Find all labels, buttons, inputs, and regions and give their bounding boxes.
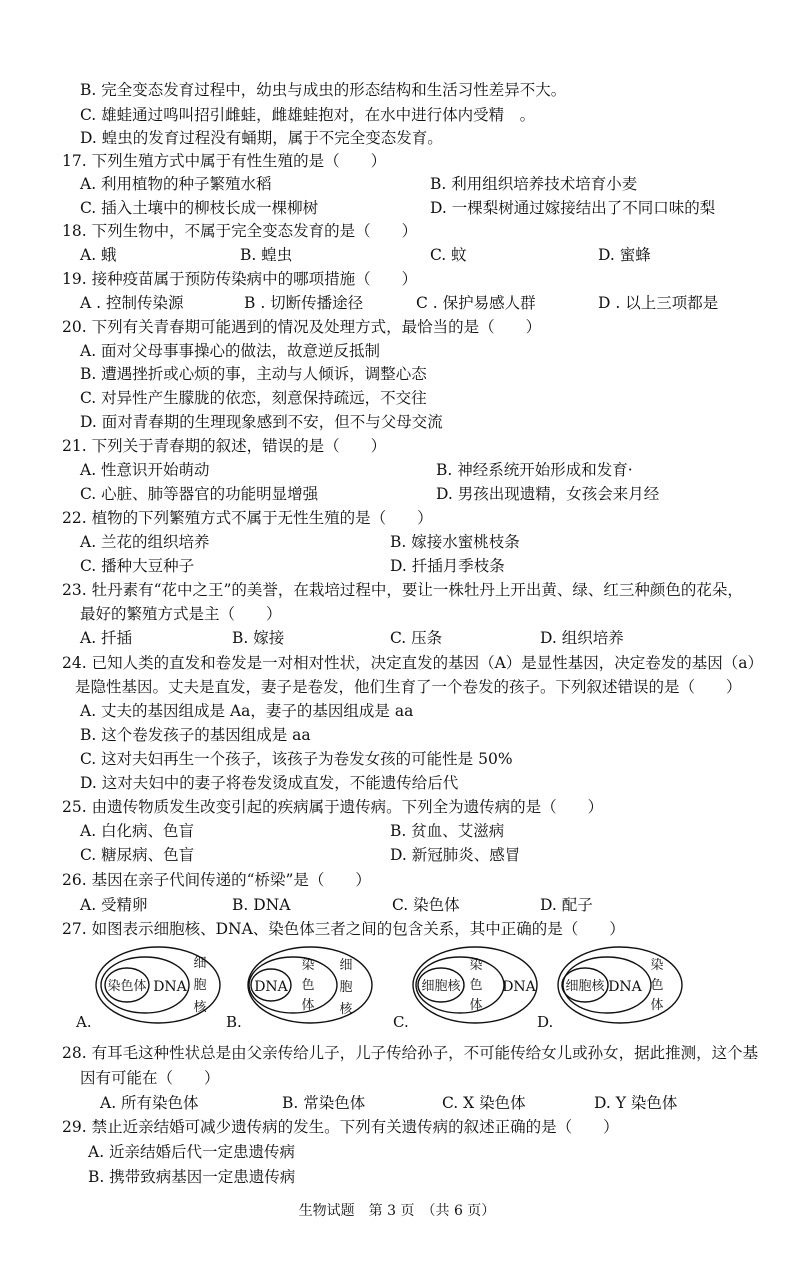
d-mid-label: DNA (608, 979, 642, 995)
c-mid-label-1: 染 (469, 958, 483, 973)
q17-option-c: C. 插入土壤中的柳枝长成一棵柳树 (80, 199, 319, 217)
b-inner-label: DNA (254, 979, 288, 995)
q24-stem-cont: 是隐性基因。丈夫是直发，妻子是卷发，他们生育了一个卷发的孩子。下列叙述错误的是（ ） (75, 678, 742, 696)
q21-stem: 21. 下列关于青春期的叙述，错误的是（ ） (62, 437, 387, 455)
q25-option-c: C. 糖尿病、色盲 (80, 846, 195, 864)
d-outer-label-1: 染 (650, 958, 664, 973)
a-outer-label-2: 胞 (193, 978, 207, 993)
q28-option-a: A. 所有染色体 (100, 1094, 199, 1112)
q20-option-c: C. 对异性产生朦胧的依恋，刻意保持疏远，不交往 (80, 389, 427, 407)
a-inner-label: 染色体 (107, 979, 147, 994)
q21-option-c: C. 心脏、肺等器官的功能明显增强 (80, 485, 319, 503)
b-mid-label-2: 色 (301, 978, 315, 993)
q16-option-b: B. 完全变态发育过程中，幼虫与成虫的形态结构和生活习性差异不大。 (80, 81, 567, 99)
q17-option-d: D. 一棵梨树通过嫁接结出了不同口味的梨 (430, 199, 716, 217)
q19-option-d: D . 以上三项都是 (598, 294, 719, 312)
q18-option-a: A. 蛾 (80, 246, 117, 264)
page-footer: 生物试题 第 3 页 （共 6 页） (298, 1203, 496, 1219)
q22-option-c: C. 播种大豆种子 (80, 557, 195, 575)
q29-stem: 29. 禁止近亲结婚可减少遗传病的发生。下列有关遗传病的叙述正确的是（ ） (62, 1118, 619, 1136)
q22-option-d: D. 扦插月季枝条 (390, 557, 505, 575)
q20-option-a: A. 面对父母事事操心的做法，故意逆反抵制 (80, 342, 381, 360)
d-inner-label: 细胞核 (565, 979, 605, 994)
q28-stem: 28. 有耳毛这种性状总是由父亲传给儿子，儿子传给孙子，不可能传给女儿或孙女，据此推测，这个基 (62, 1044, 759, 1062)
q18-option-c: C. 蚊 (430, 246, 467, 264)
q17-stem: 17. 下列生殖方式中属于有性生殖的是（ ） (62, 152, 387, 170)
q24-option-d: D. 这对夫妇中的妻子将卷发烫成直发，不能遗传给后代 (80, 774, 459, 792)
q23-stem: 23. 牡丹素有“花中之王”的美誉，在栽培过程中，要让一株牡丹上开出黄、绿、红三种颜色的花朵， (62, 581, 743, 599)
option-letter-a: A. (76, 1013, 92, 1031)
a-mid-label: DNA (153, 979, 187, 995)
q25-stem: 25. 由遗传物质发生改变引起的疾病属于遗传病。下列全为遗传病的是（ ） (62, 798, 604, 816)
c-outer-label: DNA (502, 979, 536, 995)
q23-option-d: D. 组织培养 (540, 629, 624, 647)
diagram-option-b (226, 947, 372, 1031)
q29-option-b: B. 携带致病基因一定患遗传病 (88, 1168, 296, 1186)
q26-option-c: C. 染色体 (392, 896, 460, 914)
a-outer-label-1: 细 (193, 956, 207, 971)
q26-option-a: A. 受精卵 (80, 896, 148, 914)
q24-stem: 24. 已知人类的直发和卷发是一对相对性状，决定直发的基因（A）是显性基因，决定卷发的基因（a） (62, 654, 764, 672)
q19-option-b: B . 切断传播途径 (244, 294, 364, 312)
c-mid-label-3: 体 (469, 998, 483, 1013)
q23-stem-cont: 最好的繁殖方式是主（ ） (80, 605, 282, 623)
q26-option-d: D. 配子 (540, 896, 593, 914)
q28-option-d: D. Y 染色体 (594, 1094, 678, 1112)
q19-option-a: A . 控制传染源 (80, 294, 184, 312)
diagram-option-d (537, 947, 682, 1031)
c-mid-label-2: 色 (469, 978, 483, 993)
b-outer-label-3: 核 (339, 1002, 353, 1017)
q22-option-a: A. 兰花的组织培养 (80, 533, 210, 551)
q19-option-c: C . 保护易感人群 (416, 294, 536, 312)
q27-stem: 27. 如图表示细胞核、DNA、染色体三者之间的包含关系，其中正确的是（ ） (62, 920, 625, 938)
q21-option-a: A. 性意识开始萌动 (80, 461, 210, 479)
q17-option-a: A. 利用植物的种子繁殖水稻 (80, 175, 272, 193)
q22-option-b: B. 嫁接水蜜桃枝条 (390, 533, 520, 551)
option-letter-d: D. (537, 1013, 554, 1031)
q28-option-b: B. 常染色体 (282, 1094, 366, 1112)
diagram-option-a (75, 947, 220, 1031)
q23-option-c: C. 压条 (390, 629, 443, 647)
b-mid-label-1: 染 (301, 958, 315, 973)
q16-option-c: C. 雄蛙通过鸣叫招引雌蛙，雌雄蛙抱对，在水中进行体内受精 。 (80, 106, 536, 124)
q21-option-d: D. 男孩出现遗精，女孩会来月经 (436, 485, 660, 503)
b-outer-label-1: 细 (339, 958, 353, 973)
q20-option-d: D. 面对青春期的生理现象感到不安，但不与父母交流 (80, 413, 443, 431)
d-outer-label-3: 体 (650, 998, 664, 1013)
d-outer-label-2: 色 (650, 978, 664, 993)
q24-option-b: B. 这个卷发孩子的基因组成是 aa (80, 726, 311, 744)
q29-option-a: A. 近亲结婚后代一定患遗传病 (88, 1143, 296, 1161)
q25-option-d: D. 新冠肺炎、感冒 (390, 846, 521, 864)
q25-option-a: A. 白化病、色盲 (80, 822, 195, 840)
q19-stem: 19. 接种疫苗属于预防传染病中的哪项措施（ ） (62, 270, 418, 288)
q26-option-b: B. DNA (232, 896, 291, 914)
q18-stem: 18. 下列生物中，不属于完全变态发育的是（ ） (62, 222, 418, 240)
option-letter-b: B. (226, 1013, 242, 1031)
q17-option-b: B. 利用组织培养技术培育小麦 (430, 175, 638, 193)
q16-option-d: D. 蝗虫的发育过程没有蛹期，属于不完全变态发育。 (80, 129, 443, 147)
option-letter-c: C. (393, 1013, 409, 1031)
q23-option-a: A. 扦插 (80, 629, 133, 647)
q28-option-c: C. X 染色体 (442, 1094, 526, 1112)
b-mid-label-3: 体 (301, 998, 315, 1013)
q21-option-b: B. 神经系统开始形成和发育· (436, 461, 633, 479)
q18-option-d: D. 蜜蜂 (598, 246, 651, 264)
q28-stem-cont: 因有可能在（ ） (80, 1069, 220, 1087)
q24-option-a: A. 丈夫的基因组成是 Aa，妻子的基因组成是 aa (80, 702, 414, 720)
q20-option-b: B. 遭遇挫折或心烦的事，主动与人倾诉，调整心态 (80, 365, 427, 383)
q18-option-b: B. 蝗虫 (240, 246, 293, 264)
q26-stem: 26. 基因在亲子代间传递的“桥梁”是（ ） (62, 871, 371, 889)
q23-option-b: B. 嫁接 (232, 629, 285, 647)
q25-option-b: B. 贫血、艾滋病 (390, 822, 505, 840)
q22-stem: 22. 植物的下列繁殖方式不属于无性生殖的是（ ） (62, 509, 433, 527)
c-inner-label: 细胞核 (421, 979, 461, 994)
diagram-option-c (393, 947, 537, 1031)
q24-option-c: C. 这对夫妇再生一个孩子，该孩子为卷发女孩的可能性是 50% (80, 750, 513, 768)
b-outer-label-2: 胞 (339, 980, 353, 995)
q20-stem: 20. 下列有关青春期可能遇到的情况及处理方式，最恰当的是（ ） (62, 318, 542, 336)
a-outer-label-3: 核 (193, 1000, 207, 1015)
q27-diagram (0, 945, 794, 1035)
